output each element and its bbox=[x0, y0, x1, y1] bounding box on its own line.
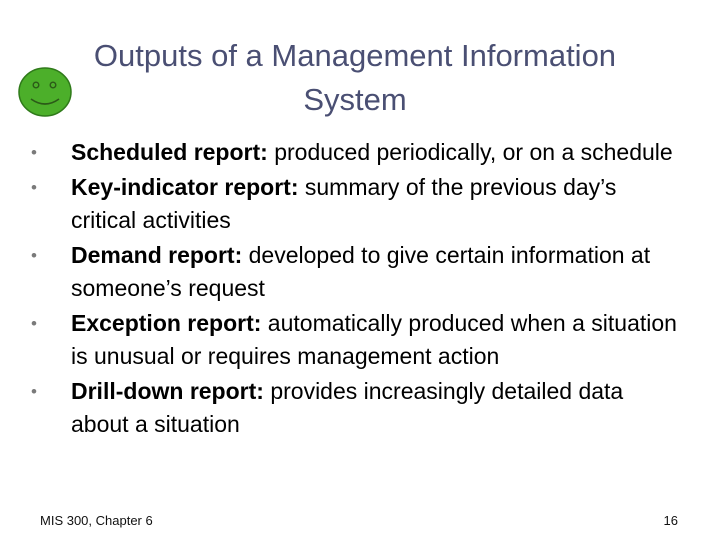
bullet-dot: • bbox=[31, 143, 37, 162]
list-item bbox=[27, 307, 687, 373]
bullet-list bbox=[27, 136, 687, 443]
slide-title-line-1: Outputs of a Management Information bbox=[93, 38, 617, 73]
bullet-term: Drill-down report: bbox=[71, 378, 264, 404]
bullet-description: provides increasingly detailed data about a situation bbox=[71, 378, 624, 437]
list-item bbox=[27, 136, 687, 169]
footer-course-label: MIS 300, Chapter 6 bbox=[40, 513, 153, 528]
smiley-face-icon bbox=[17, 66, 73, 118]
list-item bbox=[27, 171, 687, 237]
bullet-term: Demand report: bbox=[71, 242, 243, 268]
slide-title-line-2: System bbox=[303, 82, 407, 117]
bullet-description: developed to give certain information at someone’s request bbox=[71, 242, 651, 301]
bullet-description: automatically produced when a situation is unusual or requires management action bbox=[71, 310, 677, 369]
slide-title bbox=[30, 34, 680, 122]
bullet-term: Exception report: bbox=[71, 310, 262, 336]
bullet-dot: • bbox=[31, 178, 37, 197]
slide-page-number: 16 bbox=[663, 513, 678, 528]
list-item bbox=[27, 375, 687, 441]
bullet-description: summary of the previous day’s critical activities bbox=[71, 174, 617, 233]
list-item bbox=[27, 239, 687, 305]
bullet-dot: • bbox=[31, 314, 37, 333]
bullet-term: Scheduled report: bbox=[71, 139, 268, 165]
bullet-term: Key-indicator report: bbox=[71, 174, 299, 200]
bullet-dot: • bbox=[31, 246, 37, 265]
bullet-description: produced periodically, or on a schedule bbox=[267, 139, 673, 165]
bullet-dot: • bbox=[31, 382, 37, 401]
